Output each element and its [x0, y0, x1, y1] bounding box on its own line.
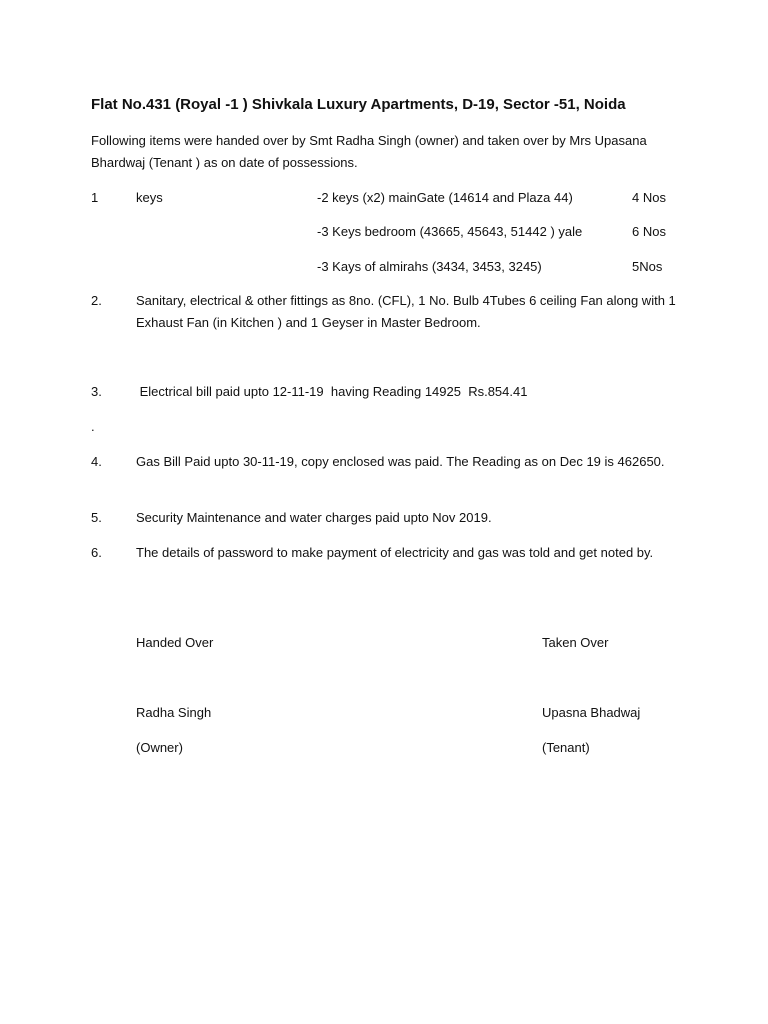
keys-row-desc: -2 keys (x2) mainGate (14614 and Plaza 44) [317, 190, 573, 205]
taken-over-heading: Taken Over [542, 635, 609, 650]
owner-name: Radha Singh [136, 705, 212, 720]
item-text: Sanitary, electrical & other fittings as 8no. (CFL), 1 No. Bulb 4Tubes 6 ceiling Fan along with 1 Exhaust Fan (in Kitchen ) and 1 Geyser in Master Bedroom. [136, 293, 676, 330]
item-number: 1 [91, 190, 99, 205]
item-text: Security Maintenance and water charges paid upto Nov 2019. [136, 510, 492, 525]
item-text: Electrical bill paid upto 12-11-19 having Reading 14925 Rs.854.41 [136, 384, 528, 399]
owner-role: (Owner) [136, 740, 183, 755]
item-number: 6. [91, 545, 102, 560]
item-text: The details of password to make payment of electricity and gas was told and get noted by. [136, 545, 654, 560]
item-number: 4. [91, 454, 102, 469]
item-number: 3. [91, 384, 102, 399]
handed-over-heading: Handed Over [136, 635, 214, 650]
item-number: 2. [91, 293, 102, 308]
keys-label: keys [136, 190, 163, 205]
keys-row-qty: 4 Nos [632, 190, 666, 205]
stray-dot: . [91, 419, 95, 434]
item-text: Gas Bill Paid upto 30-11-19, copy enclosed was paid. The Reading as on Dec 19 is 462650. [136, 454, 665, 469]
document-title: Flat No.431 (Royal -1 ) Shivkala Luxury Apartments, D-19, Sector -51, Noida [91, 96, 626, 113]
keys-row-desc: -3 Keys bedroom (43665, 45643, 51442 ) yale [317, 224, 583, 239]
tenant-name: Upasna Bhadwaj [542, 705, 641, 720]
keys-row-qty: 5Nos [632, 259, 663, 274]
keys-row-desc: -3 Kays of almirahs (3434, 3453, 3245) [317, 259, 542, 274]
intro-paragraph: Following items were handed over by Smt Radha Singh (owner) and taken over by Mrs Upasana Bhardwaj (Tenant ) as on date of possessions. [91, 133, 647, 170]
keys-row-qty: 6 Nos [632, 224, 666, 239]
tenant-role: (Tenant) [542, 740, 590, 755]
item-number: 5. [91, 510, 102, 525]
